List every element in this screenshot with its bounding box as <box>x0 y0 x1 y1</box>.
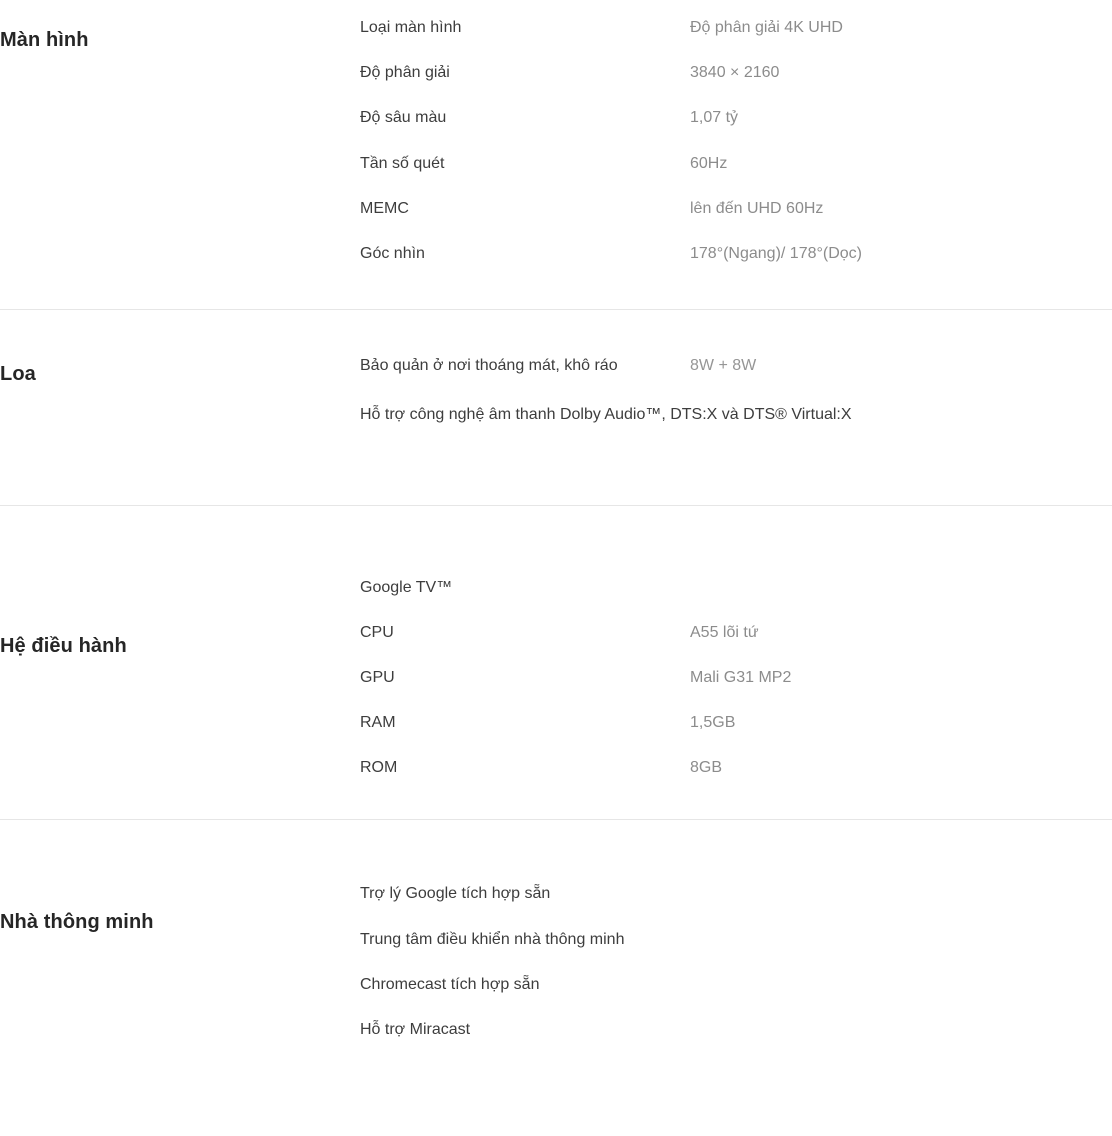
spec-label: Tần số quét <box>360 154 445 172</box>
spec-row <box>360 61 1112 84</box>
spec-row <box>360 197 1112 220</box>
spec-row <box>360 242 1112 265</box>
spec-row <box>360 756 1112 779</box>
spec-label: MEMC <box>360 199 409 217</box>
spec-section-speaker <box>0 310 1112 505</box>
spec-label: Chromecast tích hợp sẵn <box>360 975 540 993</box>
spec-value: 1,5GB <box>690 714 736 732</box>
spec-value: 3840 × 2160 <box>690 64 780 82</box>
spec-row <box>360 16 1112 39</box>
spec-row <box>360 152 1112 175</box>
spec-value: A55 lõi tứ <box>690 623 759 641</box>
spec-label: Hỗ trợ công nghệ âm thanh Dolby Audio™, DTS:X và DTS® Virtual:X <box>360 406 852 424</box>
section-rows-smart-home <box>360 882 1112 1041</box>
section-title-smart-home: Nhà thông minh <box>0 911 154 934</box>
section-rows-speaker <box>360 354 1112 426</box>
spec-label: RAM <box>360 714 396 732</box>
spec-label: Google TV™ <box>360 578 453 596</box>
spec-section-os <box>0 506 1112 821</box>
spec-label: Trung tâm điều khiển nhà thông minh <box>360 930 625 948</box>
spec-value: 8W + 8W <box>690 357 757 375</box>
spec-value: Độ phân giải 4K UHD <box>690 19 843 36</box>
spec-value: lên đến UHD 60Hz <box>690 199 824 217</box>
spec-label: Bảo quản ở nơi thoáng mát, khô ráo <box>360 357 618 375</box>
section-title-os: Hệ điều hành <box>0 634 127 657</box>
spec-row <box>360 621 1112 644</box>
spec-row <box>360 882 1112 905</box>
section-rows-display <box>360 16 1112 265</box>
spec-row <box>360 928 1112 951</box>
spec-value: 1,07 tỷ <box>690 109 739 127</box>
spec-row <box>360 1018 1112 1041</box>
spec-label: Loại màn hình <box>360 19 462 36</box>
spec-label: Hỗ trợ Miracast <box>360 1021 471 1038</box>
spec-row <box>360 403 1112 426</box>
spec-row <box>360 106 1112 129</box>
spec-value: 60Hz <box>690 154 728 172</box>
spec-label: Độ sâu màu <box>360 109 447 127</box>
spec-section-smart-home <box>0 820 1112 1121</box>
section-title-speaker: Loa <box>0 363 36 386</box>
spec-label: CPU <box>360 623 394 641</box>
spec-value: Mali G31 MP2 <box>690 668 792 686</box>
spec-section-display <box>0 0 1112 310</box>
spec-label: ROM <box>360 759 398 777</box>
section-title-display: Màn hình <box>0 29 89 51</box>
spec-label: Độ phân giải <box>360 64 450 82</box>
spec-row <box>360 576 1112 599</box>
spec-row <box>360 711 1112 734</box>
spec-label: Trợ lý Google tích hợp sẵn <box>360 885 551 903</box>
section-rows-os <box>360 576 1112 780</box>
spec-row <box>360 666 1112 689</box>
spec-label: GPU <box>360 668 395 686</box>
spec-row <box>360 973 1112 996</box>
spec-row <box>360 354 1112 377</box>
spec-value: 8GB <box>690 759 723 777</box>
spec-label: Góc nhìn <box>360 244 425 262</box>
spec-value: 178°(Ngang)/ 178°(Dọc) <box>690 244 862 262</box>
